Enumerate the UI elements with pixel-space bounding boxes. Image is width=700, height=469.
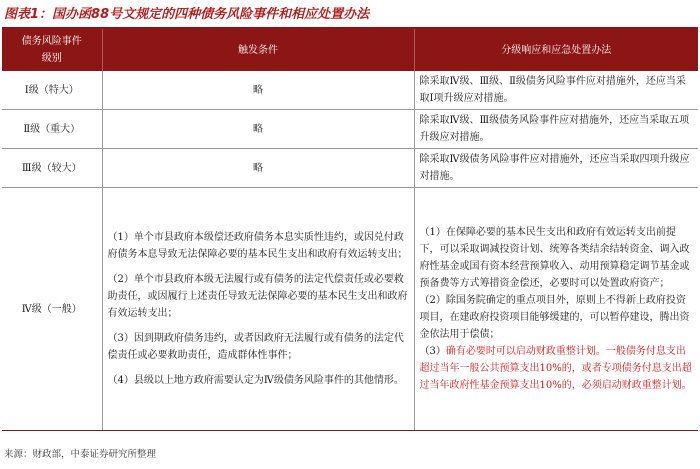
figure-title: 图表1：国办函88号文规定的四种债务风险事件和相应处置办法 [4, 7, 370, 22]
level-cell: Ⅱ级（重大） [2, 110, 102, 149]
table-row [2, 110, 698, 149]
measure-item-prefix: （3） [419, 346, 446, 357]
level-cell: Ⅰ级（特大） [2, 71, 102, 110]
condition-list-cell [102, 188, 414, 431]
measure-cell: 除采取Ⅳ级、Ⅲ级债务风险事件应对措施外，还应当采取五项升级应对措施。 [414, 110, 698, 149]
measure-cell: 除采取Ⅳ级、Ⅲ级、Ⅱ级债务风险事件应对措施外，还应当采取Ⅰ项升级应对措施。 [414, 71, 698, 110]
measure-item: （2）除国务院确定的重点项目外，原则上不得新上政府投资项目，在建政府投资项目能够缓建的，可以暂停建设，腾出资金依法用于偿债； [419, 295, 690, 340]
table-header-row [2, 29, 698, 71]
condition-cell: 略 [102, 110, 414, 149]
risk-event-table [2, 29, 698, 431]
measure-item-highlight [420, 343, 694, 394]
table-row [2, 149, 698, 188]
level-cell: Ⅳ级（一般） [2, 188, 102, 431]
measure-cell: 除采取Ⅳ级债务风险事件应对措施外，还应当采取四项升级应对措施。 [414, 149, 698, 188]
level-cell: Ⅲ级（较大） [2, 149, 102, 188]
condition-item: （1）单个市县政府本级偿还政府债务本息实质性违约，或因兑付政府债务本息导致无法保障必要的基本民生支出和政府有效运转支出； [107, 232, 408, 260]
condition-item: （2）单个市县政府本级无法履行或有债务的法定代偿责任或必要救助责任，或因履行上述责任导致无法保障必要的基本民生支出和政府有效运转支出； [107, 274, 408, 319]
measure-item-red-text: 确有必要时可以启动财政重整计划。一般债务付息支出超过当年一般公共预算支出10%的，或者专项债务付息支出超过当年政府性基金预算支出10%的，必须启动财政重整计划。 [419, 346, 692, 391]
header-level-line1: 债务风险事件 [21, 36, 82, 47]
source-note: 来源：财政部，中泰证券研究所整理 [4, 449, 157, 460]
condition-cell: 略 [102, 71, 414, 110]
header-measure: 分级响应和应急处置办法 [414, 29, 698, 71]
condition-item: （3）因到期政府债务违约，或者因政府无法履行或有债务的法定代偿责任或必要救助责任，造成群体性事件； [107, 333, 404, 361]
condition-cell: 略 [102, 149, 414, 188]
header-level-line2: 级别 [41, 53, 62, 64]
table-row [2, 188, 698, 431]
condition-item: （4）县级以上地方政府需要认定为Ⅳ级债务风险事件的其他情形。 [107, 375, 404, 386]
header-condition: 触发条件 [102, 29, 414, 71]
header-level [2, 29, 102, 71]
measure-list-cell [414, 188, 698, 431]
table-row [2, 71, 698, 110]
measure-item: （1）在保障必要的基本民生支出和政府有效运转支出前提下，可以采取调减投资计划、统筹各类结余结转资金、调入政府性基金或国有资本经营预算收入、动用预算稳定调节基金或预备费等方式筹措资金偿还，必要时可以处置政府资产； [419, 227, 690, 289]
